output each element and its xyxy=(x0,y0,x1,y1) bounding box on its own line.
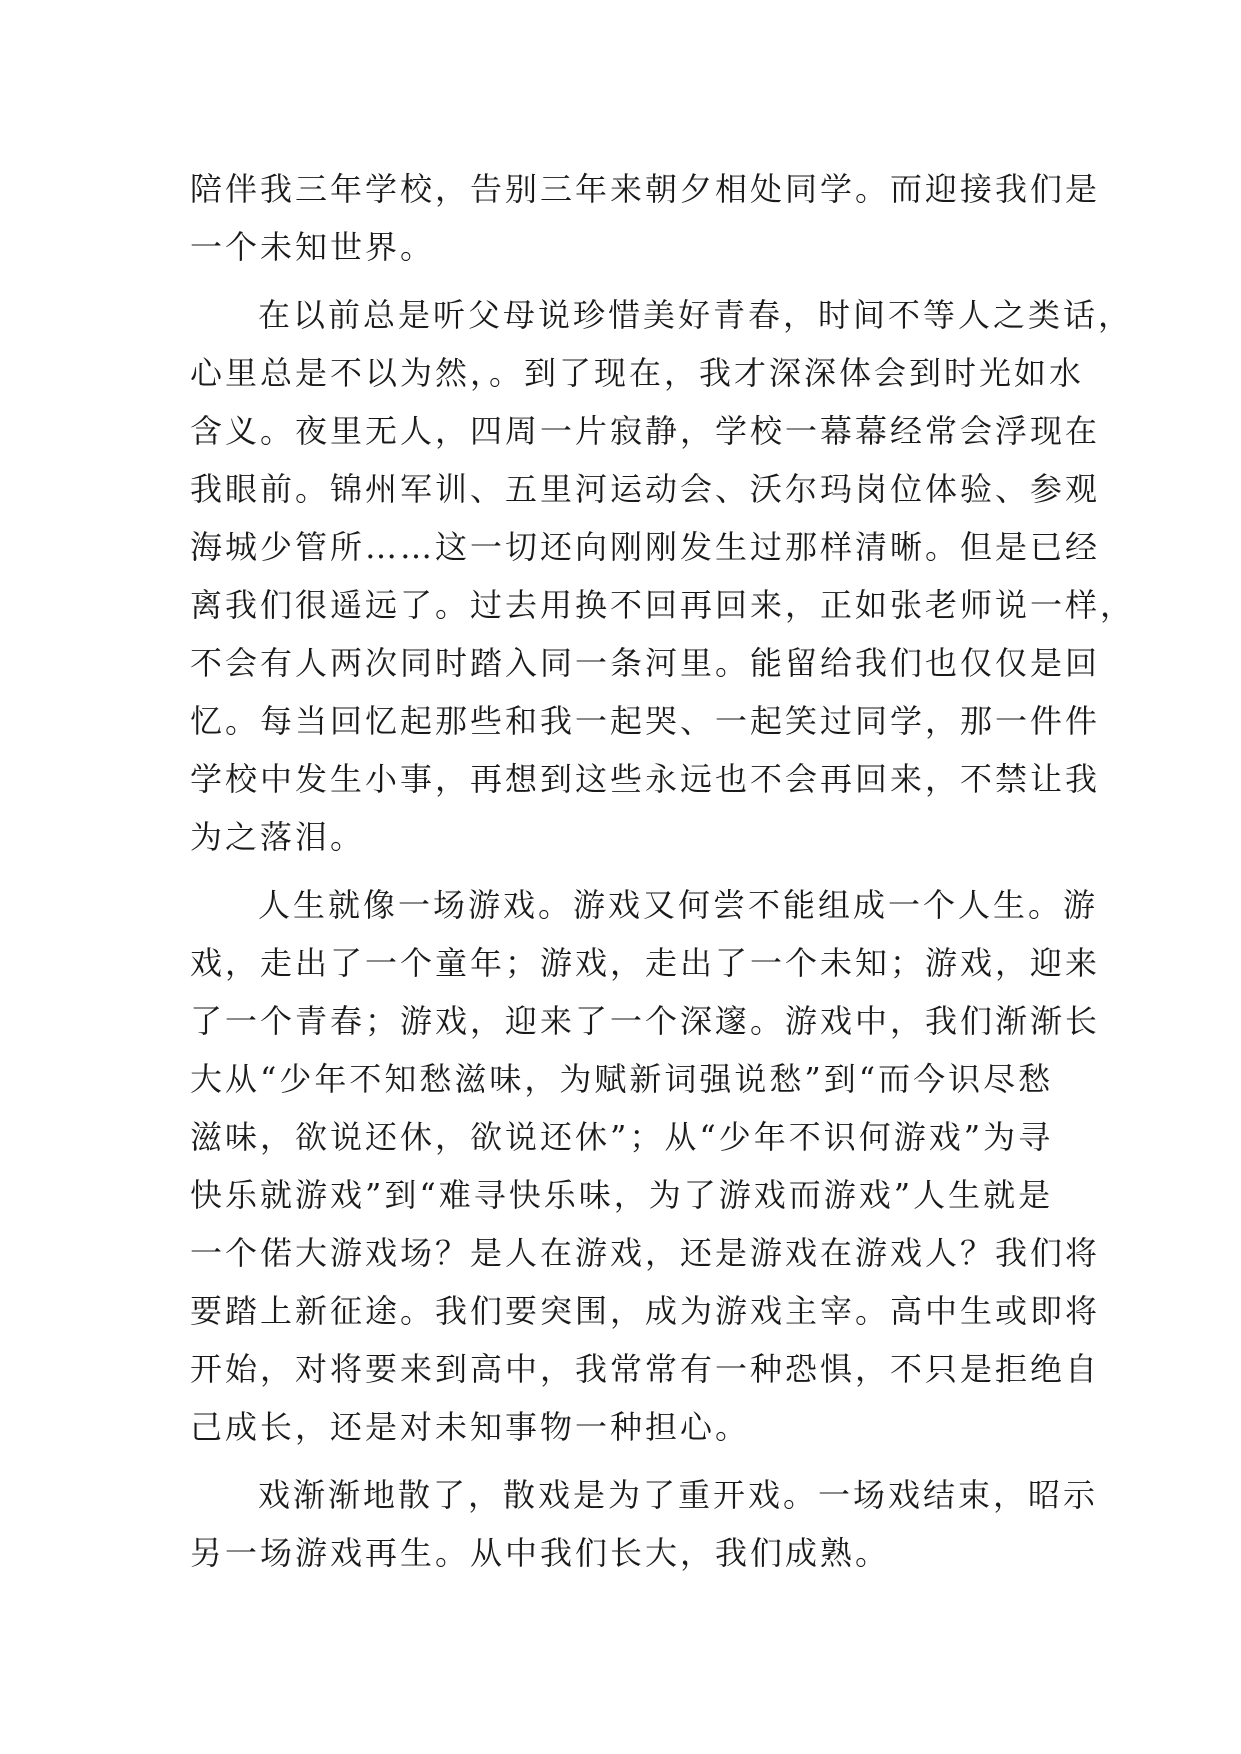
text-line: 在以前总是听父母说珍惜美好青春，时间不等人之类话， xyxy=(258,296,1134,334)
text-line: 滋味，欲说还休，欲说还休”；从“少年不识何游戏”为寻 xyxy=(190,1118,1054,1156)
paragraph xyxy=(190,160,1101,276)
text-line: 开始，对将要来到高中，我常常有一种恐惧，不只是拒绝自 xyxy=(190,1350,1101,1388)
text-line: 快乐就游戏”到“难寻快乐味，为了游戏而游戏”人生就是 xyxy=(190,1176,1054,1214)
text-line: 了一个青春；游戏，迎来了一个深邃。游戏中，我们渐渐长 xyxy=(190,1002,1101,1040)
paragraph xyxy=(190,1466,1099,1582)
text-line: 一个未知世界。 xyxy=(190,228,436,266)
document-body xyxy=(190,160,1136,1582)
text-line: 人生就像一场游戏。游戏又何尝不能组成一个人生。游 xyxy=(258,886,1099,924)
text-line: 忆。每当回忆起那些和我一起哭、一起笑过同学，那一件件 xyxy=(190,702,1101,740)
text-line: 为之落泪。 xyxy=(190,818,366,856)
text-line: 学校中发生小事，再想到这些永远也不会再回来，不禁让我 xyxy=(190,760,1101,798)
text-line: 陪伴我三年学校，告别三年来朝夕相处同学。而迎接我们是 xyxy=(190,170,1101,208)
text-line: 戏，走出了一个童年；游戏，走出了一个未知；游戏，迎来 xyxy=(190,944,1101,982)
text-line: 含义。夜里无人，四周一片寂静，学校一幕幕经常会浮现在 xyxy=(190,412,1101,450)
text-line: 己成长，还是对未知事物一种担心。 xyxy=(190,1408,751,1446)
text-line: 不会有人两次同时踏入同一条河里。能留给我们也仅仅是回 xyxy=(190,644,1101,682)
paragraph xyxy=(190,286,1136,866)
paragraph xyxy=(190,876,1101,1456)
text-line: 要踏上新征途。我们要突围，成为游戏主宰。高中生或即将 xyxy=(190,1292,1101,1330)
text-line: 大从“少年不知愁滋味，为赋新词强说愁”到“而今识尽愁 xyxy=(190,1060,1054,1098)
text-line: 海城少管所……这一切还向刚刚发生过那样清晰。但是已经 xyxy=(190,528,1101,566)
text-line: 另一场游戏再生。从中我们长大，我们成熟。 xyxy=(190,1534,891,1572)
text-line: 离我们很遥远了。过去用换不回再回来，正如张老师说一样， xyxy=(190,586,1136,624)
text-line: 我眼前。锦州军训、五里河运动会、沃尔玛岗位体验、参观 xyxy=(190,470,1101,508)
text-line: 一个偌大游戏场？是人在游戏，还是游戏在游戏人？我们将 xyxy=(190,1234,1101,1272)
text-line: 戏渐渐地散了，散戏是为了重开戏。一场戏结束，昭示 xyxy=(258,1476,1099,1514)
text-line: 心里总是不以为然，。到了现在，我才深深体会到时光如水 xyxy=(190,354,1085,392)
